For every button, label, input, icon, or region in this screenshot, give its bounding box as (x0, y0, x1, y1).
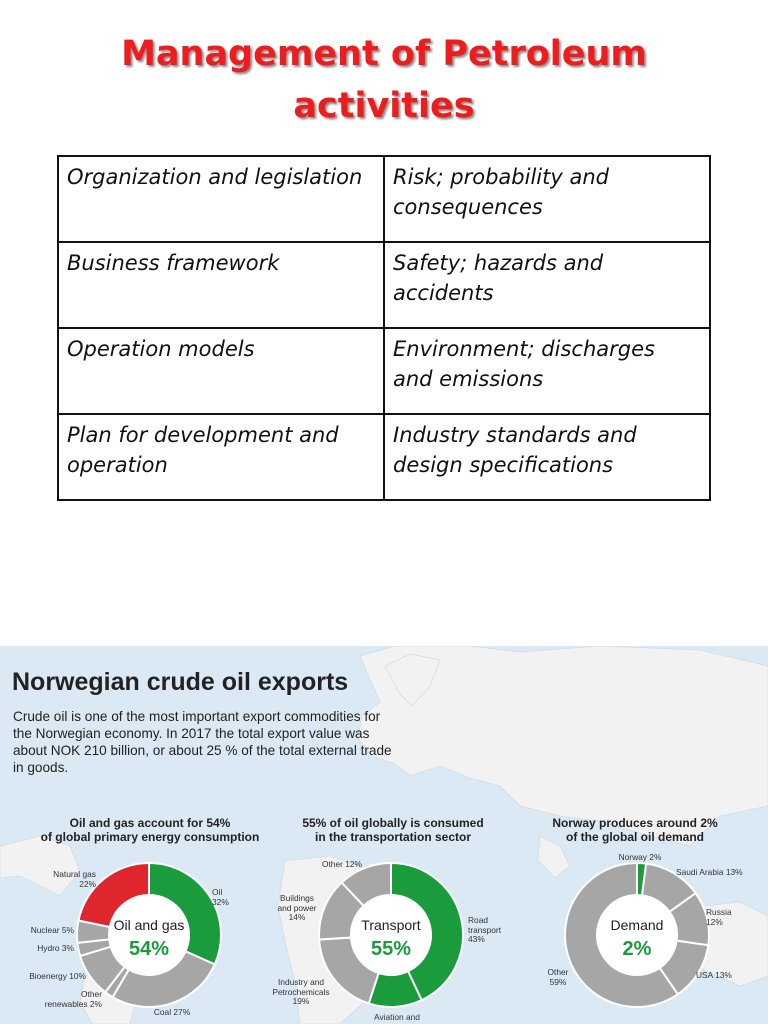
label-line: 43% (468, 934, 485, 944)
label-line: Road (468, 915, 489, 925)
slice-label-other: Other 12% (321, 859, 363, 869)
energy-donut-chart (74, 860, 224, 1010)
chart-title-line: Oil and gas account for 54% (69, 816, 231, 830)
chart-title-energy (20, 816, 280, 844)
table-cell: Operation models (58, 328, 384, 414)
topics-table (57, 155, 711, 501)
table-cell: Plan for development and operation (58, 414, 384, 500)
donut-hole (351, 895, 431, 975)
label-line: Industry and (277, 977, 325, 987)
label-line: 12% (706, 916, 723, 927)
table-cell: Risk; probability and consequences (384, 156, 710, 242)
slice-label-hydro: Hydro 3% (37, 943, 74, 953)
demand-donut-chart (562, 860, 712, 1010)
chart-title-line: of global primary energy consumption (40, 830, 260, 844)
donut-center-value: 2% (622, 938, 652, 960)
label-line: 22% (79, 878, 96, 889)
label-line: Other (81, 989, 102, 999)
label-line: Other (547, 967, 569, 977)
page-title-line2: activities (293, 86, 475, 126)
slice-label-russia (706, 908, 746, 927)
label-line: 14% (288, 912, 306, 922)
chart-title-line: of the global oil demand (566, 830, 704, 844)
slice-label-norway: Norway 2% (618, 852, 662, 862)
slice-label-nuclear: Nuclear 5% (30, 925, 74, 935)
label-line: Petrochemicals (272, 986, 330, 997)
infographic-description: Crude oil is one of the most important export commodities for the Norwegian economy. In 2017 the total export value was about NOK 210 billion, or about 25 % of the total external trade in goods. (13, 709, 392, 775)
label-line: Buildings (280, 893, 314, 903)
table-cell: Environment; discharges and emissions (384, 328, 710, 414)
slice-label-natural-gas (32, 870, 96, 889)
table-cell: Business framework (58, 242, 384, 328)
slice-label-usa: USA 13% (696, 970, 732, 980)
slice-label-other-renewables (20, 990, 102, 1009)
label-line: 32% (212, 896, 229, 907)
donut-center-label: Transport (361, 917, 421, 933)
slice-label-oil (212, 888, 252, 907)
label-line: Oil (212, 887, 223, 897)
donut-center-value: 55% (370, 938, 412, 960)
chart-title-line: in the transportation sector (314, 830, 472, 844)
table-cell: Industry standards and design specifications (384, 414, 710, 500)
page-title (0, 28, 768, 132)
table-row (58, 328, 710, 414)
chart-title-demand (530, 816, 740, 844)
transport-donut-chart (316, 860, 466, 1010)
oil-exports-infographic (0, 646, 768, 1024)
label-line: 59% (549, 976, 567, 987)
table-cell: Organization and legislation (58, 156, 384, 242)
slice-label-aviation: Aviation and (374, 1012, 420, 1022)
label-line: renewables 2% (44, 998, 102, 1009)
donut-center-label: Oil and gas (113, 917, 185, 933)
donut-center-label: Demand (610, 917, 664, 933)
donut-hole (109, 895, 189, 975)
slice-label-buildings-power (268, 894, 326, 923)
chart-title-line: 55% of oil globally is consumed (302, 816, 484, 830)
chart-title-line: Norway produces around 2% (552, 816, 718, 830)
slice-label-saudi-arabia: Saudi Arabia 13% (676, 867, 743, 877)
table-row (58, 414, 710, 500)
table-row (58, 156, 710, 242)
donut-center-value: 54% (128, 938, 170, 960)
donut-hole (597, 895, 677, 975)
slice-label-road-transport (468, 916, 518, 945)
label-line: transport (468, 924, 502, 935)
page-title-line1: Management of Petroleum (121, 34, 647, 74)
label-line: Natural gas (53, 869, 96, 879)
slice-label-bioenergy: Bioenergy 10% (29, 971, 86, 981)
slice-label-coal: Coal 27% (153, 1007, 191, 1017)
table-cell: Safety; hazards and accidents (384, 242, 710, 328)
label-line: and power (277, 902, 317, 913)
chart-title-transport (278, 816, 508, 844)
slice-label-industry (264, 978, 338, 1007)
slice-label-other (538, 968, 578, 987)
label-line: Russia (706, 907, 732, 917)
table-row (58, 242, 710, 328)
label-line: 19% (292, 996, 310, 1006)
infographic-title: Norwegian crude oil exports (12, 668, 349, 696)
